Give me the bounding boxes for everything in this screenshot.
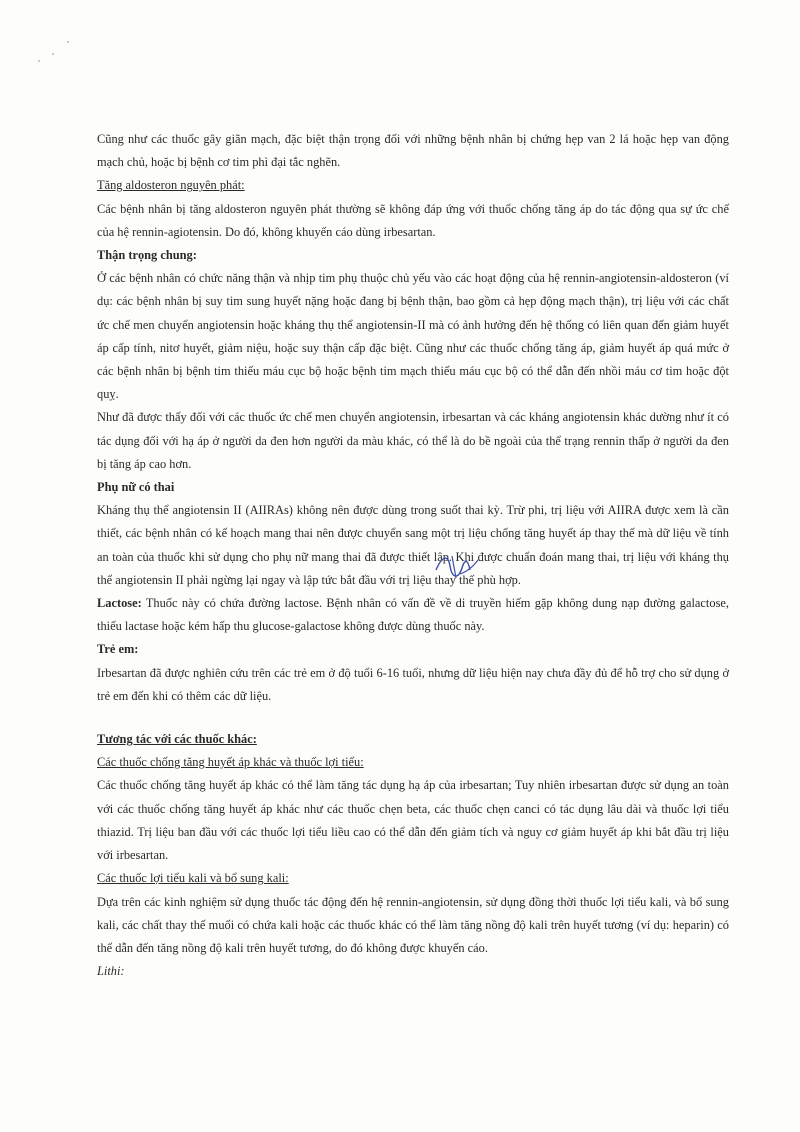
lactose-label: Lactose:	[97, 596, 142, 611]
paragraph-potassium: Dựa trên các kinh nghiệm sử dụng thuốc tác động đến hệ rennin-angiotensin, sử dụng đồng thời thuốc lợi tiểu kali, và bổ sung kali, các chất thay thế muối có chứa kali hoặc các thuốc khác có thể làm tăng nồng độ kali trên huyết tương (ví dụ: heparin) có thể dẫn đến tăng nồng độ kali trên huyết tương, do đó không được khuyến cáo.	[97, 894, 729, 955]
paragraph-race-response: Như đã được thấy đối với các thuốc ức chế men chuyển angiotensin, irbesartan và các kháng angiotensin khác dường như ít có tác dụng đối với hạ áp ở người da đen hơn người da màu khác, có thể là do bề ngoài của thể trạng rennin thấp ở người da đen bị tăng áp cao hơn.	[97, 410, 729, 471]
paragraph-antihypertensives: Các thuốc chống tăng huyết áp khác có thể làm tăng tác dụng hạ áp của irbesartan; Tuy nhiên irbesartan được sử dụng an toàn với các thuốc chống tăng huyết áp khác như các thuốc chẹn beta, các thuốc chẹn canci có tác dụng lâu dài và thuốc lợi tiểu thiazid. Trị liệu ban đầu với các thuốc lợi tiểu liều cao có thể dẫn đến giảm tích và nguy cơ giảm huyết áp khi bắt đầu trị liệu với irbesartan.	[97, 778, 729, 863]
heading-general-caution: Thận trọng chung:	[97, 248, 197, 263]
lactose-text: Thuốc này có chứa đường lactose. Bệnh nhân có vấn đề về di truyền hiếm gặp không dung nạp đường galactose, thiếu lactase hoặc kém hấp thu glucose-galactose không được dùng thuốc này.	[97, 596, 729, 634]
heading-pregnancy: Phụ nữ có thai	[97, 480, 175, 495]
heading-lithium: Lithi:	[97, 964, 125, 979]
paragraph-pregnancy: Kháng thụ thể angiotensin II (AIIRAs) không nên được dùng trong suốt thai kỳ. Trừ phi, trị liệu với AIIRA được xem là cần thiết, các bệnh nhân có kế hoạch mang thai nên được chuyển sang một trị liệu chống tăng huyết áp thay thế mà dữ liệu về tính an toàn của thuốc khi sử dụng cho phụ nữ mang thai đã được thiết lập. Khi được chuẩn đoán mang thai, trị liệu với kháng thụ thể angiotensin II phải ngừng lại ngay và lập tức bắt đầu với trị liệu thay thế phù hợp.	[97, 503, 729, 587]
heading-potassium: Các thuốc lợi tiểu kali và bổ sung kali:	[97, 871, 289, 886]
heading-drug-interactions: Tương tác với các thuốc khác:	[97, 732, 257, 747]
heading-antihypertensives-diuretics: Các thuốc chống tăng huyết áp khác và thuốc lợi tiểu:	[97, 755, 364, 770]
heading-children: Trẻ em:	[97, 642, 139, 657]
paragraph-lactose	[97, 592, 729, 638]
scan-speck	[52, 53, 54, 55]
section-gap	[97, 708, 729, 728]
scan-speck	[38, 60, 40, 62]
handwritten-signature-icon	[432, 548, 482, 584]
paragraph-vasodilator-caution: Cũng như các thuốc gây giãn mạch, đặc biệt thận trọng đối với những bệnh nhân bị chứng hẹp van 2 lá hoặc hẹp van động mạch chủ, hoặc bị bệnh cơ tim phì đại tắc nghẽn.	[97, 132, 729, 170]
heading-primary-aldosteronism: Tăng aldosteron nguyên phát:	[97, 178, 245, 193]
document-page	[97, 128, 729, 983]
scan-speck	[67, 41, 69, 43]
paragraph-primary-aldosteronism: Các bệnh nhân bị tăng aldosteron nguyên phát thường sẽ không đáp ứng với thuốc chống tăng áp do tác động qua sự ức chế của hệ rennin-agiotensin. Do đó, không khuyến cáo dùng irbesartan.	[97, 201, 729, 239]
paragraph-general-caution: Ở các bệnh nhân có chức năng thận và nhịp tim phụ thuộc chủ yếu vào các hoạt động của hệ rennin-angiotensin-aldosteron (ví dụ: các bệnh nhân bị suy tim sung huyết nặng hoặc đang bị bệnh thận, bao gồm cả hẹp động mạch thận), trị liệu với các chất ức chế men chuyển angiotensin hoặc kháng thụ thể angiotensin-II mà có ảnh hưởng đến hệ thống có liên quan đến giảm huyết áp cấp tính, nitơ huyết, giảm niệu, hoặc suy thận cấp đặc biệt. Cũng như các thuốc chống tăng áp, giảm huyết áp quá mức ở các bệnh nhân bị bệnh tim thiếu máu cục bộ hoặc bệnh tim mạch thiếu máu cục bộ có thể dẫn đến nhồi máu cơ tim hoặc đột quỵ.	[97, 271, 729, 402]
paragraph-children: Irbesartan đã được nghiên cứu trên các trẻ em ở độ tuổi 6-16 tuổi, nhưng dữ liệu hiện nay chưa đầy đủ để hỗ trợ cho sử dụng ở trẻ em đến khi có thêm các dữ liệu.	[97, 665, 729, 703]
